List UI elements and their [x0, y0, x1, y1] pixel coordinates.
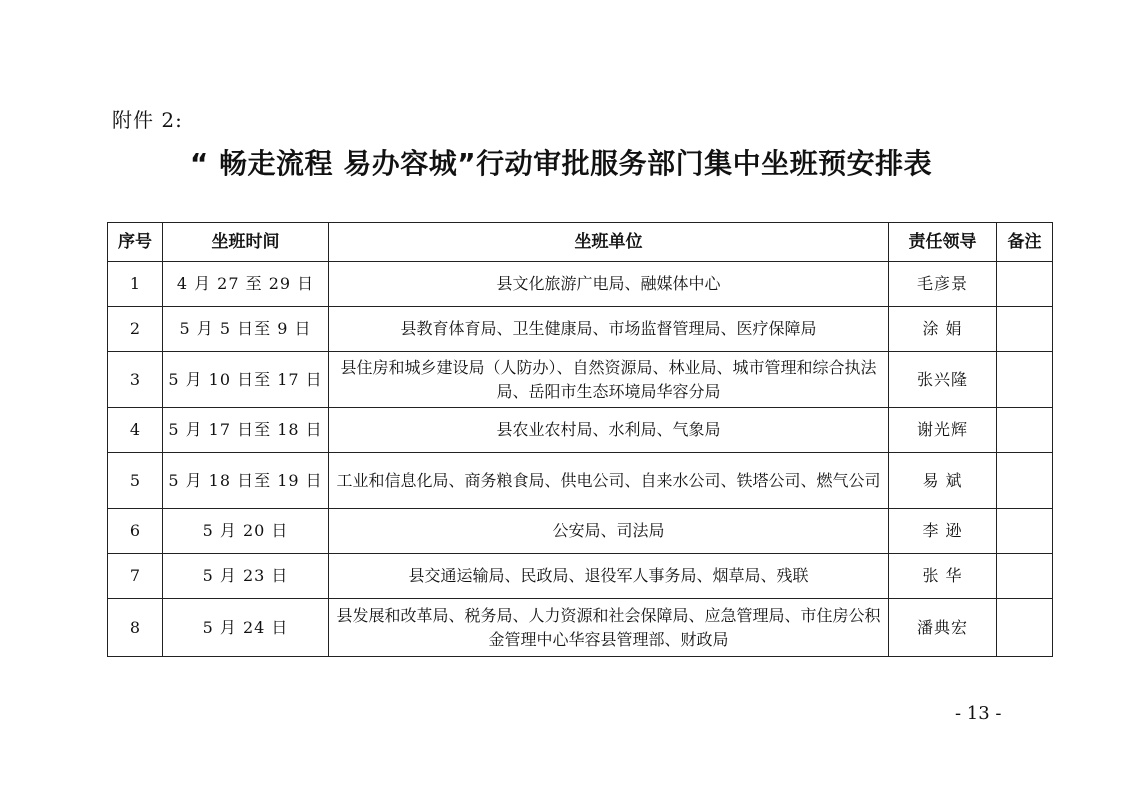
- header-note: 备注: [997, 223, 1053, 262]
- cell-no: 3: [108, 352, 163, 408]
- cell-time: 5 月 17 日至 18 日: [163, 408, 329, 453]
- cell-unit: 县教育体育局、卫生健康局、市场监督管理局、医疗保障局: [329, 307, 889, 352]
- table-row: [108, 554, 1053, 599]
- cell-note: [997, 307, 1053, 352]
- cell-no: 6: [108, 509, 163, 554]
- header-no: 序号: [108, 223, 163, 262]
- table-header-row: [108, 223, 1053, 262]
- cell-no: 5: [108, 453, 163, 509]
- cell-no: 8: [108, 599, 163, 657]
- cell-unit: 县文化旅游广电局、融媒体中心: [329, 262, 889, 307]
- cell-unit: 县农业农村局、水利局、气象局: [329, 408, 889, 453]
- cell-leader: 张 华: [889, 554, 997, 599]
- cell-time: 5 月 24 日: [163, 599, 329, 657]
- cell-unit: 县交通运输局、民政局、退役军人事务局、烟草局、残联: [329, 554, 889, 599]
- table-row: [108, 307, 1053, 352]
- cell-time: 5 月 18 日至 19 日: [163, 453, 329, 509]
- cell-unit: 县发展和改革局、税务局、人力资源和社会保障局、应急管理局、市住房公积金管理中心华容县管理部、财政局: [329, 599, 889, 657]
- cell-note: [997, 599, 1053, 657]
- table-row: [108, 509, 1053, 554]
- cell-no: 4: [108, 408, 163, 453]
- header-time: 坐班时间: [163, 223, 329, 262]
- cell-leader: 易 斌: [889, 453, 997, 509]
- cell-note: [997, 453, 1053, 509]
- table-row: [108, 262, 1053, 307]
- cell-note: [997, 262, 1053, 307]
- cell-unit: 公安局、司法局: [329, 509, 889, 554]
- document-title: “ 畅走流程 易办容城”行动审批服务部门集中坐班预安排表: [189, 147, 933, 180]
- cell-time: 4 月 27 至 29 日: [163, 262, 329, 307]
- cell-note: [997, 352, 1053, 408]
- cell-time: 5 月 10 日至 17 日: [163, 352, 329, 408]
- cell-leader: 潘典宏: [889, 599, 997, 657]
- cell-note: [997, 554, 1053, 599]
- cell-time: 5 月 20 日: [163, 509, 329, 554]
- schedule-table: [107, 222, 1053, 657]
- cell-time: 5 月 23 日: [163, 554, 329, 599]
- table-row: [108, 408, 1053, 453]
- cell-leader: 涂 娟: [889, 307, 997, 352]
- table-row: [108, 453, 1053, 509]
- cell-note: [997, 408, 1053, 453]
- cell-leader: 谢光辉: [889, 408, 997, 453]
- cell-no: 1: [108, 262, 163, 307]
- page-number: - 13 -: [955, 703, 1002, 724]
- table-row: [108, 599, 1053, 657]
- header-unit: 坐班单位: [329, 223, 889, 262]
- cell-no: 7: [108, 554, 163, 599]
- cell-leader: 李 逊: [889, 509, 997, 554]
- cell-time: 5 月 5 日至 9 日: [163, 307, 329, 352]
- table-row: [108, 352, 1053, 408]
- cell-leader: 张兴隆: [889, 352, 997, 408]
- cell-unit: 工业和信息化局、商务粮食局、供电公司、自来水公司、铁塔公司、燃气公司: [329, 453, 889, 509]
- cell-note: [997, 509, 1053, 554]
- attachment-label: 附件 2:: [112, 108, 183, 132]
- cell-no: 2: [108, 307, 163, 352]
- cell-leader: 毛彦景: [889, 262, 997, 307]
- header-leader: 责任领导: [889, 223, 997, 262]
- cell-unit: 县住房和城乡建设局（人防办）、自然资源局、林业局、城市管理和综合执法局、岳阳市生态环境局华容分局: [329, 352, 889, 408]
